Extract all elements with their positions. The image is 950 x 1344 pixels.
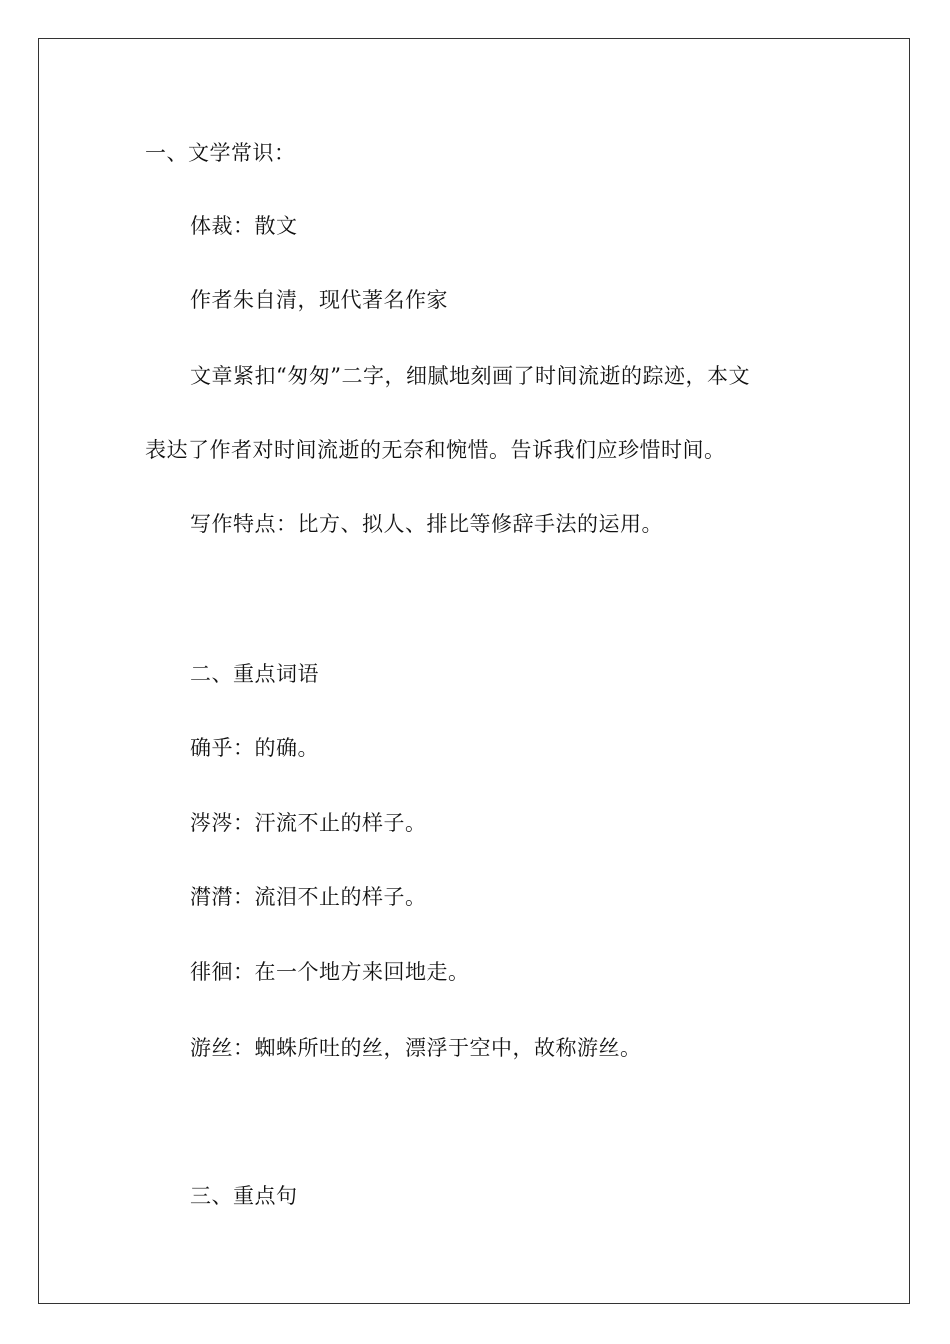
- section1-heading: 一、文学常识：: [145, 141, 296, 165]
- vocab-item: 徘徊：在一个地方来回地走。: [190, 960, 470, 984]
- summary-line-1: 文章紧扣“匆匆”二字，细腻地刻画了时间流逝的踪迹，本文: [190, 364, 750, 388]
- section2-heading: 二、重点词语: [190, 662, 319, 686]
- genre-line: 体裁：散文: [190, 214, 298, 238]
- vocab-item: 游丝：蜘蛛所吐的丝，漂浮于空中，故称游丝。: [190, 1036, 642, 1060]
- vocab-item: 潸潸：流泪不止的样子。: [190, 885, 427, 909]
- author-line: 作者朱自清，现代著名作家: [190, 288, 448, 312]
- page-border: [38, 38, 910, 1304]
- vocab-item: 涔涔：汗流不止的样子。: [190, 811, 427, 835]
- writing-features-line: 写作特点：比方、拟人、排比等修辞手法的运用。: [190, 512, 663, 536]
- summary-line-2: 表达了作者对时间流逝的无奈和惋惜。告诉我们应珍惜时间。: [145, 438, 726, 462]
- section3-heading: 三、重点句: [190, 1184, 298, 1208]
- vocab-item: 确乎：的确。: [190, 736, 319, 760]
